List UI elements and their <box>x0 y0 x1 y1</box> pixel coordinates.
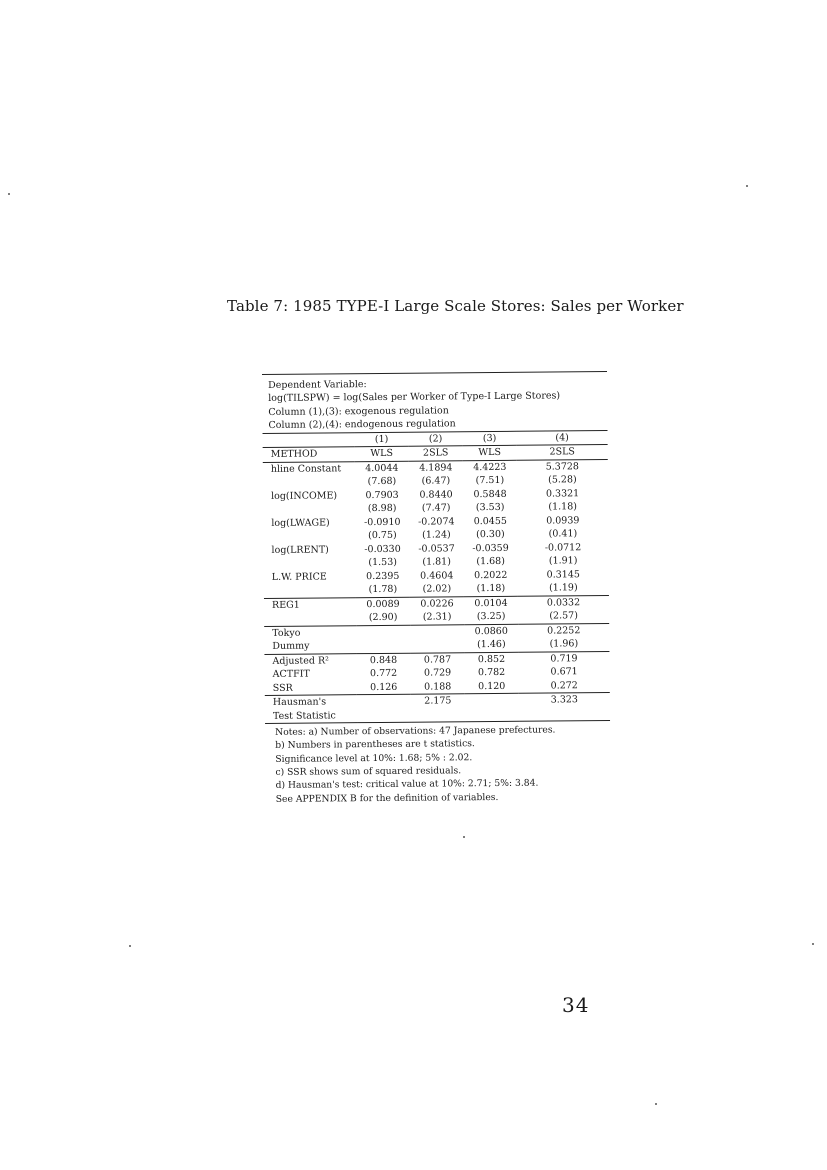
table-cell: 0.0089 <box>356 597 410 611</box>
row-label <box>263 476 355 490</box>
table-cell: (1.68) <box>476 556 505 568</box>
table-cell: (7.51) <box>475 475 505 487</box>
row-label: log(LWAGE) <box>271 517 330 529</box>
table-cell <box>410 624 464 638</box>
table-cell: (1.96) <box>549 638 579 650</box>
table-cell <box>519 707 610 722</box>
method-value: 2SLS <box>409 446 463 461</box>
results-table <box>263 430 611 724</box>
page-number: 34 <box>562 993 590 1017</box>
table-cell: (3.53) <box>475 502 505 514</box>
table-cell: 0.782 <box>477 667 506 679</box>
table-cell: (6.47) <box>421 475 451 488</box>
table-cell: 0.2395 <box>366 570 400 582</box>
row-label: hline Constant <box>270 463 342 475</box>
table-cell: 5.3728 <box>545 461 579 473</box>
table-cell: 0.772 <box>369 668 398 680</box>
row-label <box>264 556 356 570</box>
table-cell: (1.81) <box>422 556 451 568</box>
scan-speck <box>463 836 465 838</box>
table-cell: (1.24) <box>422 529 451 541</box>
note-line: See APPENDIX B for the definition of variables. <box>275 791 499 805</box>
table-cell: 0.188 <box>424 681 452 693</box>
column-header: (4) <box>517 430 608 445</box>
table-cell: 0.4604 <box>420 570 454 582</box>
row-label <box>264 583 356 598</box>
note-line: Notes: a) Number of observations: 47 Japanese prefectures. <box>275 724 556 739</box>
table-cell: -0.0359 <box>472 542 509 554</box>
table-cell: (1.18) <box>548 501 578 513</box>
table-cell: 3.323 <box>519 693 610 708</box>
dependent-line: Column (2),(4): endogenous regulation <box>268 418 456 432</box>
table-cell: (1.53) <box>368 557 397 569</box>
table-cell: (1.18) <box>476 583 506 595</box>
table-cell: 0.729 <box>423 667 452 679</box>
dependent-line: Dependent Variable: <box>268 379 367 391</box>
note-line: c) SSR shows sum of squared residuals. <box>275 765 462 779</box>
table-cell: 4.0044 <box>365 462 399 475</box>
note-line: d) Hausman's test: critical value at 10%: 2.71; 5%: 3.84. <box>275 778 539 792</box>
table-cell: 0.0860 <box>464 624 518 638</box>
table-cell: 0.0939 <box>546 515 580 527</box>
table-cell: (0.30) <box>476 529 505 541</box>
table-cell: 0.0226 <box>410 596 464 610</box>
row-label: log(INCOME) <box>271 490 338 502</box>
table-cell: 0.719 <box>518 651 609 666</box>
table-cell: -0.0712 <box>544 542 582 554</box>
table-cell: 0.671 <box>550 666 578 678</box>
table-cell: 0.3145 <box>546 569 580 581</box>
row-label: log(LRENT) <box>271 544 329 556</box>
table-notes <box>265 723 611 806</box>
table-cell: 0.787 <box>410 652 464 666</box>
row-label: SSR <box>272 682 293 694</box>
table-cell <box>356 639 410 653</box>
table-cell: 4.4223 <box>473 461 507 474</box>
method-value: WLS <box>463 446 517 461</box>
table-cell: (0.75) <box>368 530 397 542</box>
row-label: Adjusted R² <box>264 653 356 668</box>
table-cell <box>410 638 464 652</box>
row-label <box>264 611 356 626</box>
table-cell: 2.175 <box>411 694 465 708</box>
scan-speck <box>129 945 131 947</box>
table-cell: (2.31) <box>422 611 452 623</box>
table-cell: (2.02) <box>422 583 452 595</box>
table-cell: 0.272 <box>550 679 578 692</box>
table-cell: 0.7903 <box>365 489 399 501</box>
table-cell: (1.78) <box>368 584 398 596</box>
table-cell: (0.41) <box>548 528 578 540</box>
table-cell <box>465 693 519 707</box>
method-label: METHOD <box>263 447 355 462</box>
dependent-line: log(TILSPW) = log(Sales per Worker of Type-I Large Stores) <box>268 390 561 405</box>
table-cell: (1.19) <box>549 582 578 594</box>
column-header: (1) <box>355 432 409 447</box>
table-cell: 0.848 <box>356 653 410 667</box>
table-cell: (2.90) <box>368 612 398 624</box>
dependent-line: Column (1),(3): exogenous regulation <box>268 405 449 418</box>
row-label: Dummy <box>272 640 310 653</box>
table-cell <box>465 707 519 721</box>
note-line: b) Numbers in parentheses are t statistics. <box>275 738 475 752</box>
scan-speck <box>746 185 748 187</box>
row-label <box>263 530 355 544</box>
table-cell: (7.47) <box>421 502 451 514</box>
row-label: L.W. PRICE <box>271 571 327 583</box>
note-line: Significance level at 10%: 1.68; 5% : 2.02. <box>275 751 473 765</box>
table-cell: (7.68) <box>367 476 397 488</box>
table-cell: 0.0455 <box>473 515 507 528</box>
table-cell: (5.28) <box>548 474 577 486</box>
row-label: ACTFIT <box>272 668 310 681</box>
table-cell: -0.0330 <box>364 543 401 555</box>
table-cell <box>357 708 411 722</box>
table-cell: (1.46) <box>477 639 506 651</box>
table-cell: 0.5848 <box>473 488 507 501</box>
regression-table <box>262 371 611 806</box>
column-header: (3) <box>463 431 517 446</box>
table-cell: -0.0537 <box>418 543 455 555</box>
table-cell: 0.2252 <box>518 623 609 638</box>
table-cell: (2.57) <box>549 610 578 622</box>
table-cell: 0.2022 <box>474 569 508 581</box>
table-cell: 0.0104 <box>464 596 518 610</box>
table-cell: 0.126 <box>370 681 398 693</box>
scan-speck <box>655 1103 657 1105</box>
row-label: REG1 <box>264 597 356 612</box>
table-cell: (8.98) <box>367 503 397 515</box>
table-cell <box>356 625 410 639</box>
row-label: Hausman's <box>265 695 357 710</box>
row-label: Test Statistic <box>265 709 357 724</box>
table-cell: (1.91) <box>548 555 578 567</box>
table-cell: 0.852 <box>464 652 518 666</box>
table-cell: (3.25) <box>476 611 506 623</box>
table-cell: 0.8440 <box>419 489 453 501</box>
column-header: (2) <box>409 432 463 447</box>
table-row <box>265 707 610 724</box>
table-cell: 0.3321 <box>545 488 580 500</box>
table-cell: 4.1894 <box>419 462 453 474</box>
method-value: WLS <box>355 447 409 462</box>
table-cell: -0.2074 <box>418 516 455 528</box>
table-title: Table 7: 1985 TYPE-I Large Scale Stores: Sales per Worker <box>227 297 684 315</box>
scan-speck <box>8 193 10 195</box>
method-value: 2SLS <box>517 445 608 460</box>
table-cell <box>411 708 465 722</box>
table-cell <box>357 694 411 708</box>
table-cell: -0.0910 <box>364 516 401 528</box>
scan-speck <box>812 943 814 945</box>
row-label: Tokyo <box>264 625 356 640</box>
table-cell: 0.0332 <box>518 595 609 610</box>
row-label <box>263 503 355 517</box>
dependent-variable-block <box>262 371 608 433</box>
table-cell: 0.120 <box>478 680 506 692</box>
